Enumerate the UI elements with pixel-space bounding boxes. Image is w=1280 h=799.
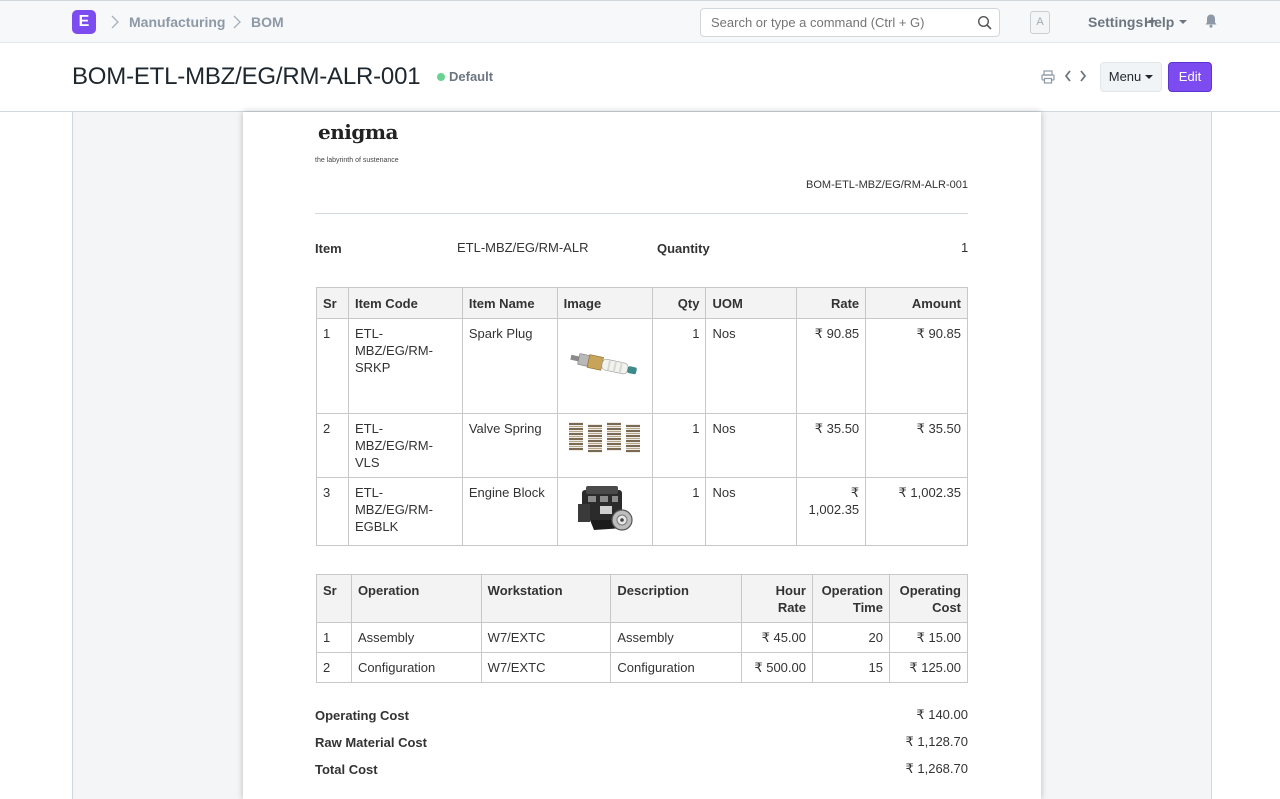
table-row xyxy=(317,319,968,414)
brand-tagline: the labyrinth of sustenance xyxy=(315,157,399,164)
items-table xyxy=(316,287,968,546)
app-logo[interactable]: E xyxy=(72,10,96,34)
page-head xyxy=(0,43,1280,112)
operations-table xyxy=(316,574,968,683)
cell-operation-time: 20 xyxy=(813,623,890,653)
column-header: Amount xyxy=(866,288,968,319)
menu-button-label: Menu xyxy=(1108,69,1142,84)
navbar xyxy=(0,0,1280,43)
column-header: Workstation xyxy=(481,575,611,623)
cell-sr: 1 xyxy=(317,319,349,414)
item-code-part: VLS xyxy=(354,455,380,470)
table-row xyxy=(317,414,968,478)
column-header: Qty xyxy=(652,288,706,319)
operating-cost-label: Operating Cost xyxy=(315,708,409,723)
cell-rate: ₹ 90.85 xyxy=(797,319,866,414)
item-label: Item xyxy=(315,241,342,256)
cell-rate: ₹ 35.50 xyxy=(797,414,866,478)
cell-amount: ₹ 1,002.35 xyxy=(866,478,968,546)
cell-workstation: W7/EXTC xyxy=(481,653,611,683)
breadcrumb-bom[interactable]: BOM xyxy=(251,14,284,30)
cell-item-name: Spark Plug xyxy=(462,319,557,414)
cell-image xyxy=(557,319,652,414)
rate-part: ₹ xyxy=(850,485,860,500)
cell-uom: Nos xyxy=(706,478,797,546)
cell-qty: 1 xyxy=(652,319,706,414)
breadcrumb-manufacturing[interactable]: Manufacturing xyxy=(129,14,226,30)
help-label: Help xyxy=(1144,14,1175,30)
cell-description: Assembly xyxy=(611,623,742,653)
status-badge: Default xyxy=(449,69,494,84)
column-header: Sr xyxy=(317,288,349,319)
cell-amount: ₹ 35.50 xyxy=(866,414,968,478)
column-header xyxy=(889,575,967,623)
cell-item-code xyxy=(348,414,462,478)
bell-icon[interactable] xyxy=(1204,13,1218,29)
search-icon[interactable] xyxy=(977,15,993,31)
cell-item-code xyxy=(348,319,462,414)
header-part: Operating xyxy=(899,583,961,598)
total-cost-label: Total Cost xyxy=(315,762,378,777)
cell-rate xyxy=(797,478,866,546)
cell-operation-time: 15 xyxy=(813,653,890,683)
chevron-left-icon[interactable] xyxy=(1063,69,1073,83)
raw-material-cost-value: ₹ 1,128.70 xyxy=(905,734,968,749)
cell-operation: Assembly xyxy=(351,623,481,653)
item-value: ETL-MBZ/EG/RM-ALR xyxy=(457,240,589,255)
cell-hour-rate: ₹ 45.00 xyxy=(742,623,813,653)
status-indicator-icon xyxy=(437,73,445,81)
cell-image xyxy=(557,478,652,546)
chevron-right-icon[interactable] xyxy=(1078,69,1088,83)
header-part: Cost xyxy=(932,600,961,615)
engine-block-image xyxy=(574,482,636,538)
divider xyxy=(315,213,968,214)
cell-item-code xyxy=(348,478,462,546)
cell-workstation: W7/EXTC xyxy=(481,623,611,653)
header-part: Operation xyxy=(821,583,883,598)
column-header: Operation xyxy=(351,575,481,623)
cell-amount: ₹ 90.85 xyxy=(866,319,968,414)
cell-description: Configuration xyxy=(611,653,742,683)
cell-item-name: Valve Spring xyxy=(462,414,557,478)
document-reference: BOM-ETL-MBZ/EG/RM-ALR-001 xyxy=(806,179,968,191)
cell-hour-rate: ₹ 500.00 xyxy=(742,653,813,683)
table-row xyxy=(317,478,968,546)
spark-plug-image xyxy=(568,347,642,383)
item-code-part: ETL-MBZ/EG/RM- xyxy=(354,485,433,517)
table-row xyxy=(317,653,968,683)
column-header: Description xyxy=(611,575,742,623)
item-code-part: ETL-MBZ/EG/RM- xyxy=(354,326,433,358)
cell-item-name: Engine Block xyxy=(462,478,557,546)
avatar[interactable]: A xyxy=(1030,11,1050,34)
column-header: Hour Rate xyxy=(742,575,813,623)
quantity-label: Quantity xyxy=(657,241,710,256)
cell-uom: Nos xyxy=(706,319,797,414)
brand-logo: enigma xyxy=(318,120,398,144)
cell-qty: 1 xyxy=(652,414,706,478)
chevron-right-icon xyxy=(232,14,242,30)
column-header: Item Code xyxy=(348,288,462,319)
column-header: Sr xyxy=(317,575,352,623)
cell-operation: Configuration xyxy=(351,653,481,683)
quantity-value: 1 xyxy=(961,240,969,255)
table-row xyxy=(317,623,968,653)
item-code-part: EGBLK xyxy=(354,519,399,534)
column-header: UOM xyxy=(706,288,797,319)
page-title: BOM-ETL-MBZ/EG/RM-ALR-001 xyxy=(72,63,421,90)
cell-image xyxy=(557,414,652,478)
chevron-right-icon xyxy=(110,14,120,30)
operating-cost-value: ₹ 140.00 xyxy=(916,707,968,722)
settings-label: Settings xyxy=(1088,14,1144,30)
edit-button[interactable]: Edit xyxy=(1168,62,1212,92)
table-header-row xyxy=(317,575,968,623)
column-header xyxy=(813,575,890,623)
column-header: Item Name xyxy=(462,288,557,319)
menu-button[interactable] xyxy=(1100,62,1162,92)
cell-sr: 1 xyxy=(317,623,352,653)
total-cost-value: ₹ 1,268.70 xyxy=(905,761,968,776)
column-header: Image xyxy=(557,288,652,319)
cell-operating-cost: ₹ 15.00 xyxy=(889,623,967,653)
caret-down-icon xyxy=(1145,75,1153,79)
cell-sr: 2 xyxy=(317,653,352,683)
cell-operating-cost: ₹ 125.00 xyxy=(889,653,967,683)
cell-qty: 1 xyxy=(652,478,706,546)
item-code-part: ETL-MBZ/EG/RM- xyxy=(354,421,433,453)
raw-material-cost-label: Raw Material Cost xyxy=(315,735,427,750)
printer-icon[interactable] xyxy=(1041,70,1055,84)
caret-down-icon xyxy=(1179,20,1187,24)
valve-spring-image xyxy=(566,418,644,458)
column-header: Rate xyxy=(797,288,866,319)
search-input[interactable] xyxy=(711,15,971,30)
header-part: Time xyxy=(852,600,883,615)
item-code-part: SRKP xyxy=(354,360,391,375)
help-dropdown[interactable] xyxy=(1144,14,1187,30)
rate-part: 1,002.35 xyxy=(808,502,860,517)
table-header-row xyxy=(317,288,968,319)
search-bar[interactable] xyxy=(700,8,1000,37)
cell-sr: 3 xyxy=(317,478,349,546)
cell-sr: 2 xyxy=(317,414,349,478)
cell-uom: Nos xyxy=(706,414,797,478)
